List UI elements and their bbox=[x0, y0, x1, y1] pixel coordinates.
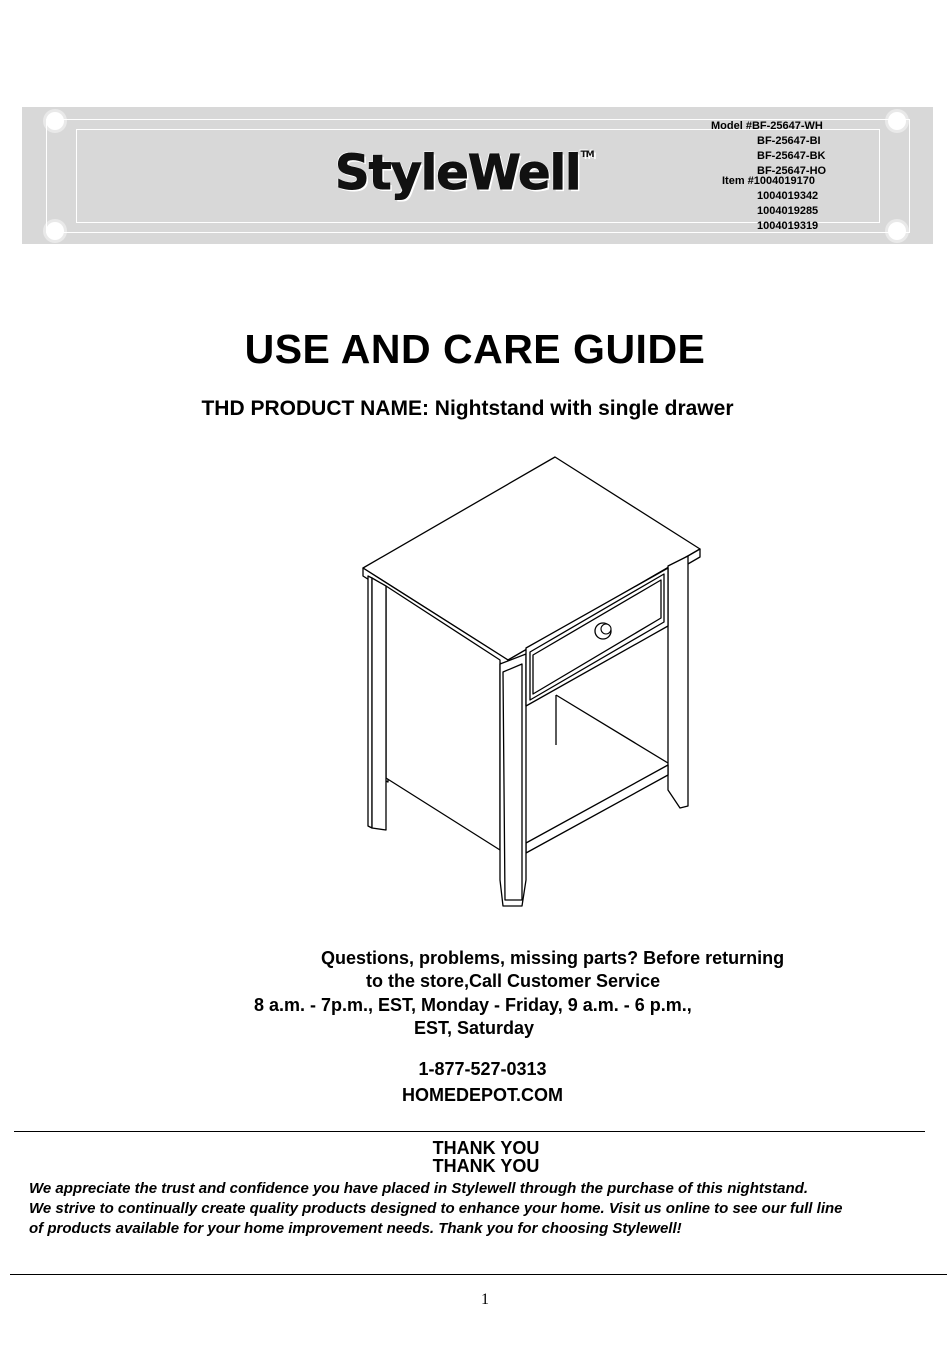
corner-ornament-icon bbox=[46, 112, 64, 130]
item-number: 1004019342 bbox=[757, 190, 819, 202]
corner-ornament-icon bbox=[46, 222, 64, 240]
thank-you-text: We appreciate the trust and confidence you have placed in Stylewell through the purchase of this nightstand. bbox=[29, 1180, 809, 1197]
thank-you-heading: THANK YOU bbox=[432, 1138, 540, 1158]
stylewell-logo bbox=[335, 145, 594, 201]
brand-name: StyleWell bbox=[335, 145, 581, 201]
model-number: Model #BF-25647-WH bbox=[711, 120, 823, 132]
thank-you-heading: THANK YOU bbox=[432, 1156, 540, 1176]
nightstand-illustration-icon bbox=[355, 450, 715, 915]
customer-service-phone: 1-877-527-0313 bbox=[418, 1059, 547, 1079]
item-number: Item #1004019170 bbox=[722, 175, 815, 187]
model-number: BF-25647-BI bbox=[757, 135, 821, 147]
item-number: 1004019319 bbox=[757, 220, 819, 232]
thank-you-text: of products available for your home improvement needs. Thank you for choosing Stylewell! bbox=[29, 1220, 682, 1237]
questions-line: Questions, problems, missing parts? Before returning bbox=[321, 948, 785, 968]
header-banner bbox=[22, 107, 933, 244]
page-number: 1 bbox=[481, 1291, 489, 1308]
item-number: 1004019285 bbox=[757, 205, 819, 217]
corner-ornament-icon bbox=[888, 222, 906, 240]
corner-ornament-icon bbox=[888, 112, 906, 130]
model-number: BF-25647-BK bbox=[757, 150, 826, 162]
model-number: BF-25647-HO bbox=[757, 165, 827, 177]
website: HOMEDEPOT.COM bbox=[401, 1085, 563, 1105]
questions-line: to the store,Call Customer Service bbox=[366, 971, 661, 991]
service-hours: EST, Saturday bbox=[414, 1018, 535, 1038]
thank-you-text: We strive to continually create quality products designed to enhance your home. Visit us online to see our full line bbox=[29, 1200, 843, 1217]
divider bbox=[14, 1131, 925, 1132]
page-title: USE AND CARE GUIDE bbox=[244, 326, 706, 372]
trademark-mark: TM bbox=[580, 150, 594, 160]
service-hours: 8 a.m. - 7p.m., EST, Monday - Friday, 9 a.m. - 6 p.m., bbox=[254, 995, 692, 1015]
footer-divider bbox=[10, 1274, 947, 1275]
product-name: THD PRODUCT NAME: Nightstand with single drawer bbox=[201, 397, 734, 420]
